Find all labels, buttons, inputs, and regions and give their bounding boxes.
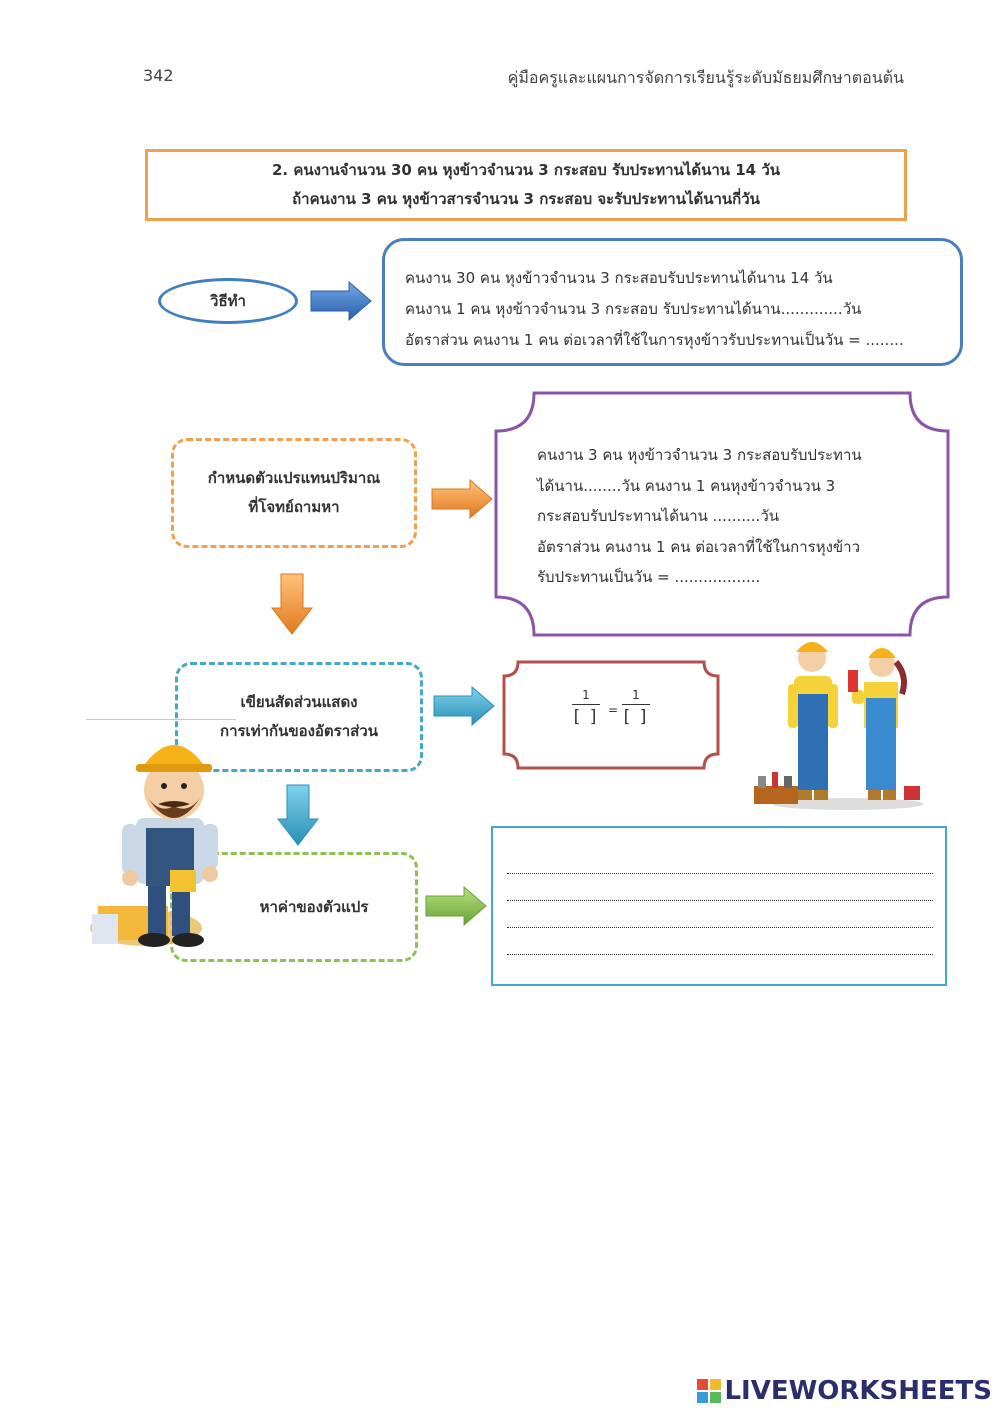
answer-line[interactable] [507, 954, 933, 955]
problem-line-2: ถ้าคนงาน 3 คน หุงข้าวสารจำนวน 3 กระสอบ จะรับประทานได้นานกี่วัน [292, 190, 760, 208]
arrow-right-icon [309, 281, 373, 321]
step2-line-2: การเท่ากันของอัตราส่วน [220, 722, 378, 740]
answer-box[interactable] [491, 826, 947, 986]
right-numerator: 1 [622, 688, 650, 705]
step1-detail-line-4: อัตราส่วน คนงาน 1 คน ต่อเวลาที่ใช้ในการหุงข้าว [537, 537, 861, 556]
arrow-right-icon [430, 479, 494, 519]
method-label: วิธีทำ [158, 278, 298, 324]
method-line-1: คนงาน 30 คน หุงข้าวจำนวน 3 กระสอบรับประทานได้นาน 14 วัน [405, 269, 833, 287]
step3-label: หาค่าของตัวแปร [259, 897, 369, 916]
step1-detail [537, 440, 917, 593]
step2-line-1: เขียนสัดส่วนแสดง [240, 693, 358, 711]
page-number: 342 [143, 66, 174, 85]
right-denominator-blank[interactable]: [ ] [623, 707, 649, 727]
method-info-box [382, 238, 963, 366]
answer-line[interactable] [507, 873, 933, 874]
problem-line-1: 2. คนงานจำนวน 30 คน หุงข้าวจำนวน 3 กระสอบ รับประทานได้นาน 14 วัน [271, 161, 781, 179]
logo-text: LIVEWORKSHEETS [724, 1376, 992, 1406]
workers-illustration [748, 636, 926, 812]
step1-detail-line-5: รับประทานเป็นวัน = .................. [537, 568, 761, 586]
header-title: คู่มือครูและแผนการจัดการเรียนรู้ระดับมัธยมศึกษาตอนต้น [507, 68, 904, 87]
step1-detail-line-2: ได้นาน........วัน คนงาน 1 คนหุงข้าวจำนวน 3 [537, 476, 836, 495]
liveworksheets-logo [697, 1376, 992, 1406]
left-fraction [572, 688, 600, 727]
worker-illustration [88, 718, 238, 954]
divider-line [86, 719, 236, 720]
arrow-down-icon [270, 572, 314, 636]
arrow-right-icon [424, 886, 488, 926]
arrow-right-icon [432, 686, 496, 726]
step1-detail-line-3: กระสอบรับประทานได้นาน ..........วัน [537, 507, 779, 525]
left-denominator-blank[interactable]: [ ] [573, 707, 599, 727]
equals-sign: = [608, 703, 619, 717]
left-numerator: 1 [572, 688, 600, 705]
right-fraction [622, 688, 650, 727]
answer-line[interactable] [507, 927, 933, 928]
step1-line-1: กำหนดตัวแปรแทนปริมาณ [207, 469, 381, 487]
logo-icon [697, 1379, 721, 1403]
problem-box [145, 149, 907, 221]
step-define-variable [171, 438, 417, 548]
method-line-2: คนงาน 1 คน หุงข้าวจำนวน 3 กระสอบ รับประทานได้นาน.............วัน [405, 300, 862, 318]
answer-line[interactable] [507, 900, 933, 901]
arrow-down-icon [276, 783, 320, 847]
method-line-3: อัตราส่วน คนงาน 1 คน ต่อเวลาที่ใช้ในการหุงข้าวรับประทานเป็นวัน = ........ [405, 331, 904, 349]
proportion-fraction [568, 688, 658, 748]
step1-detail-line-1: คนงาน 3 คน หุงข้าวจำนวน 3 กระสอบรับประทาน [537, 446, 862, 464]
step1-line-2: ที่โจทย์ถามหา [248, 498, 340, 516]
